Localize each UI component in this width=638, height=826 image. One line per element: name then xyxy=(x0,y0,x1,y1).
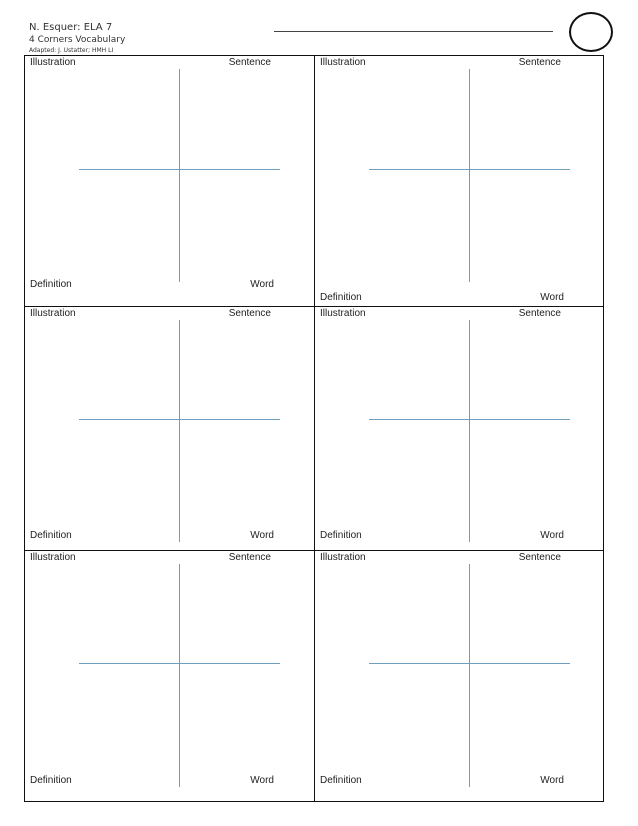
sentence-label: Sentence xyxy=(518,552,561,563)
word-label: Word xyxy=(540,775,564,786)
word-label: Word xyxy=(250,530,274,541)
vertical-divider xyxy=(469,69,470,282)
vertical-divider xyxy=(469,564,470,787)
definition-label: Definition xyxy=(30,279,72,290)
vocab-card-3[interactable] xyxy=(25,306,314,550)
illustration-label: Illustration xyxy=(30,308,76,319)
word-label: Word xyxy=(250,279,274,290)
horizontal-divider xyxy=(369,169,570,170)
vocab-card-4[interactable] xyxy=(314,306,604,550)
vocab-card-6[interactable] xyxy=(314,550,604,801)
illustration-label: Illustration xyxy=(320,57,366,68)
vocabulary-grid xyxy=(24,55,604,802)
horizontal-divider xyxy=(79,169,280,170)
credit-line: Adapted: J. Ustatter; HMH LI xyxy=(29,47,114,54)
score-circle[interactable] xyxy=(569,12,613,52)
word-label: Word xyxy=(540,292,564,303)
name-write-line[interactable] xyxy=(274,31,553,32)
vertical-divider xyxy=(179,69,180,282)
illustration-label: Illustration xyxy=(320,552,366,563)
sentence-label: Sentence xyxy=(518,308,561,319)
word-label: Word xyxy=(540,530,564,541)
horizontal-divider xyxy=(79,419,280,420)
definition-label: Definition xyxy=(320,775,362,786)
worksheet-title: 4 Corners Vocabulary xyxy=(29,35,126,45)
illustration-label: Illustration xyxy=(30,57,76,68)
horizontal-divider xyxy=(369,419,570,420)
word-label: Word xyxy=(250,775,274,786)
vocab-card-5[interactable] xyxy=(25,550,314,801)
sentence-label: Sentence xyxy=(228,308,271,319)
definition-label: Definition xyxy=(320,292,362,303)
sentence-label: Sentence xyxy=(228,57,271,68)
definition-label: Definition xyxy=(320,530,362,541)
vertical-divider xyxy=(469,320,470,542)
vertical-divider xyxy=(179,320,180,542)
teacher-class-label: N. Esquer: ELA 7 xyxy=(29,22,113,33)
definition-label: Definition xyxy=(30,775,72,786)
sentence-label: Sentence xyxy=(518,57,561,68)
vertical-divider xyxy=(179,564,180,787)
horizontal-divider xyxy=(79,663,280,664)
definition-label: Definition xyxy=(30,530,72,541)
vocab-card-2[interactable] xyxy=(314,56,604,306)
illustration-label: Illustration xyxy=(30,552,76,563)
sentence-label: Sentence xyxy=(228,552,271,563)
horizontal-divider xyxy=(369,663,570,664)
illustration-label: Illustration xyxy=(320,308,366,319)
vocab-card-1[interactable] xyxy=(25,56,314,306)
